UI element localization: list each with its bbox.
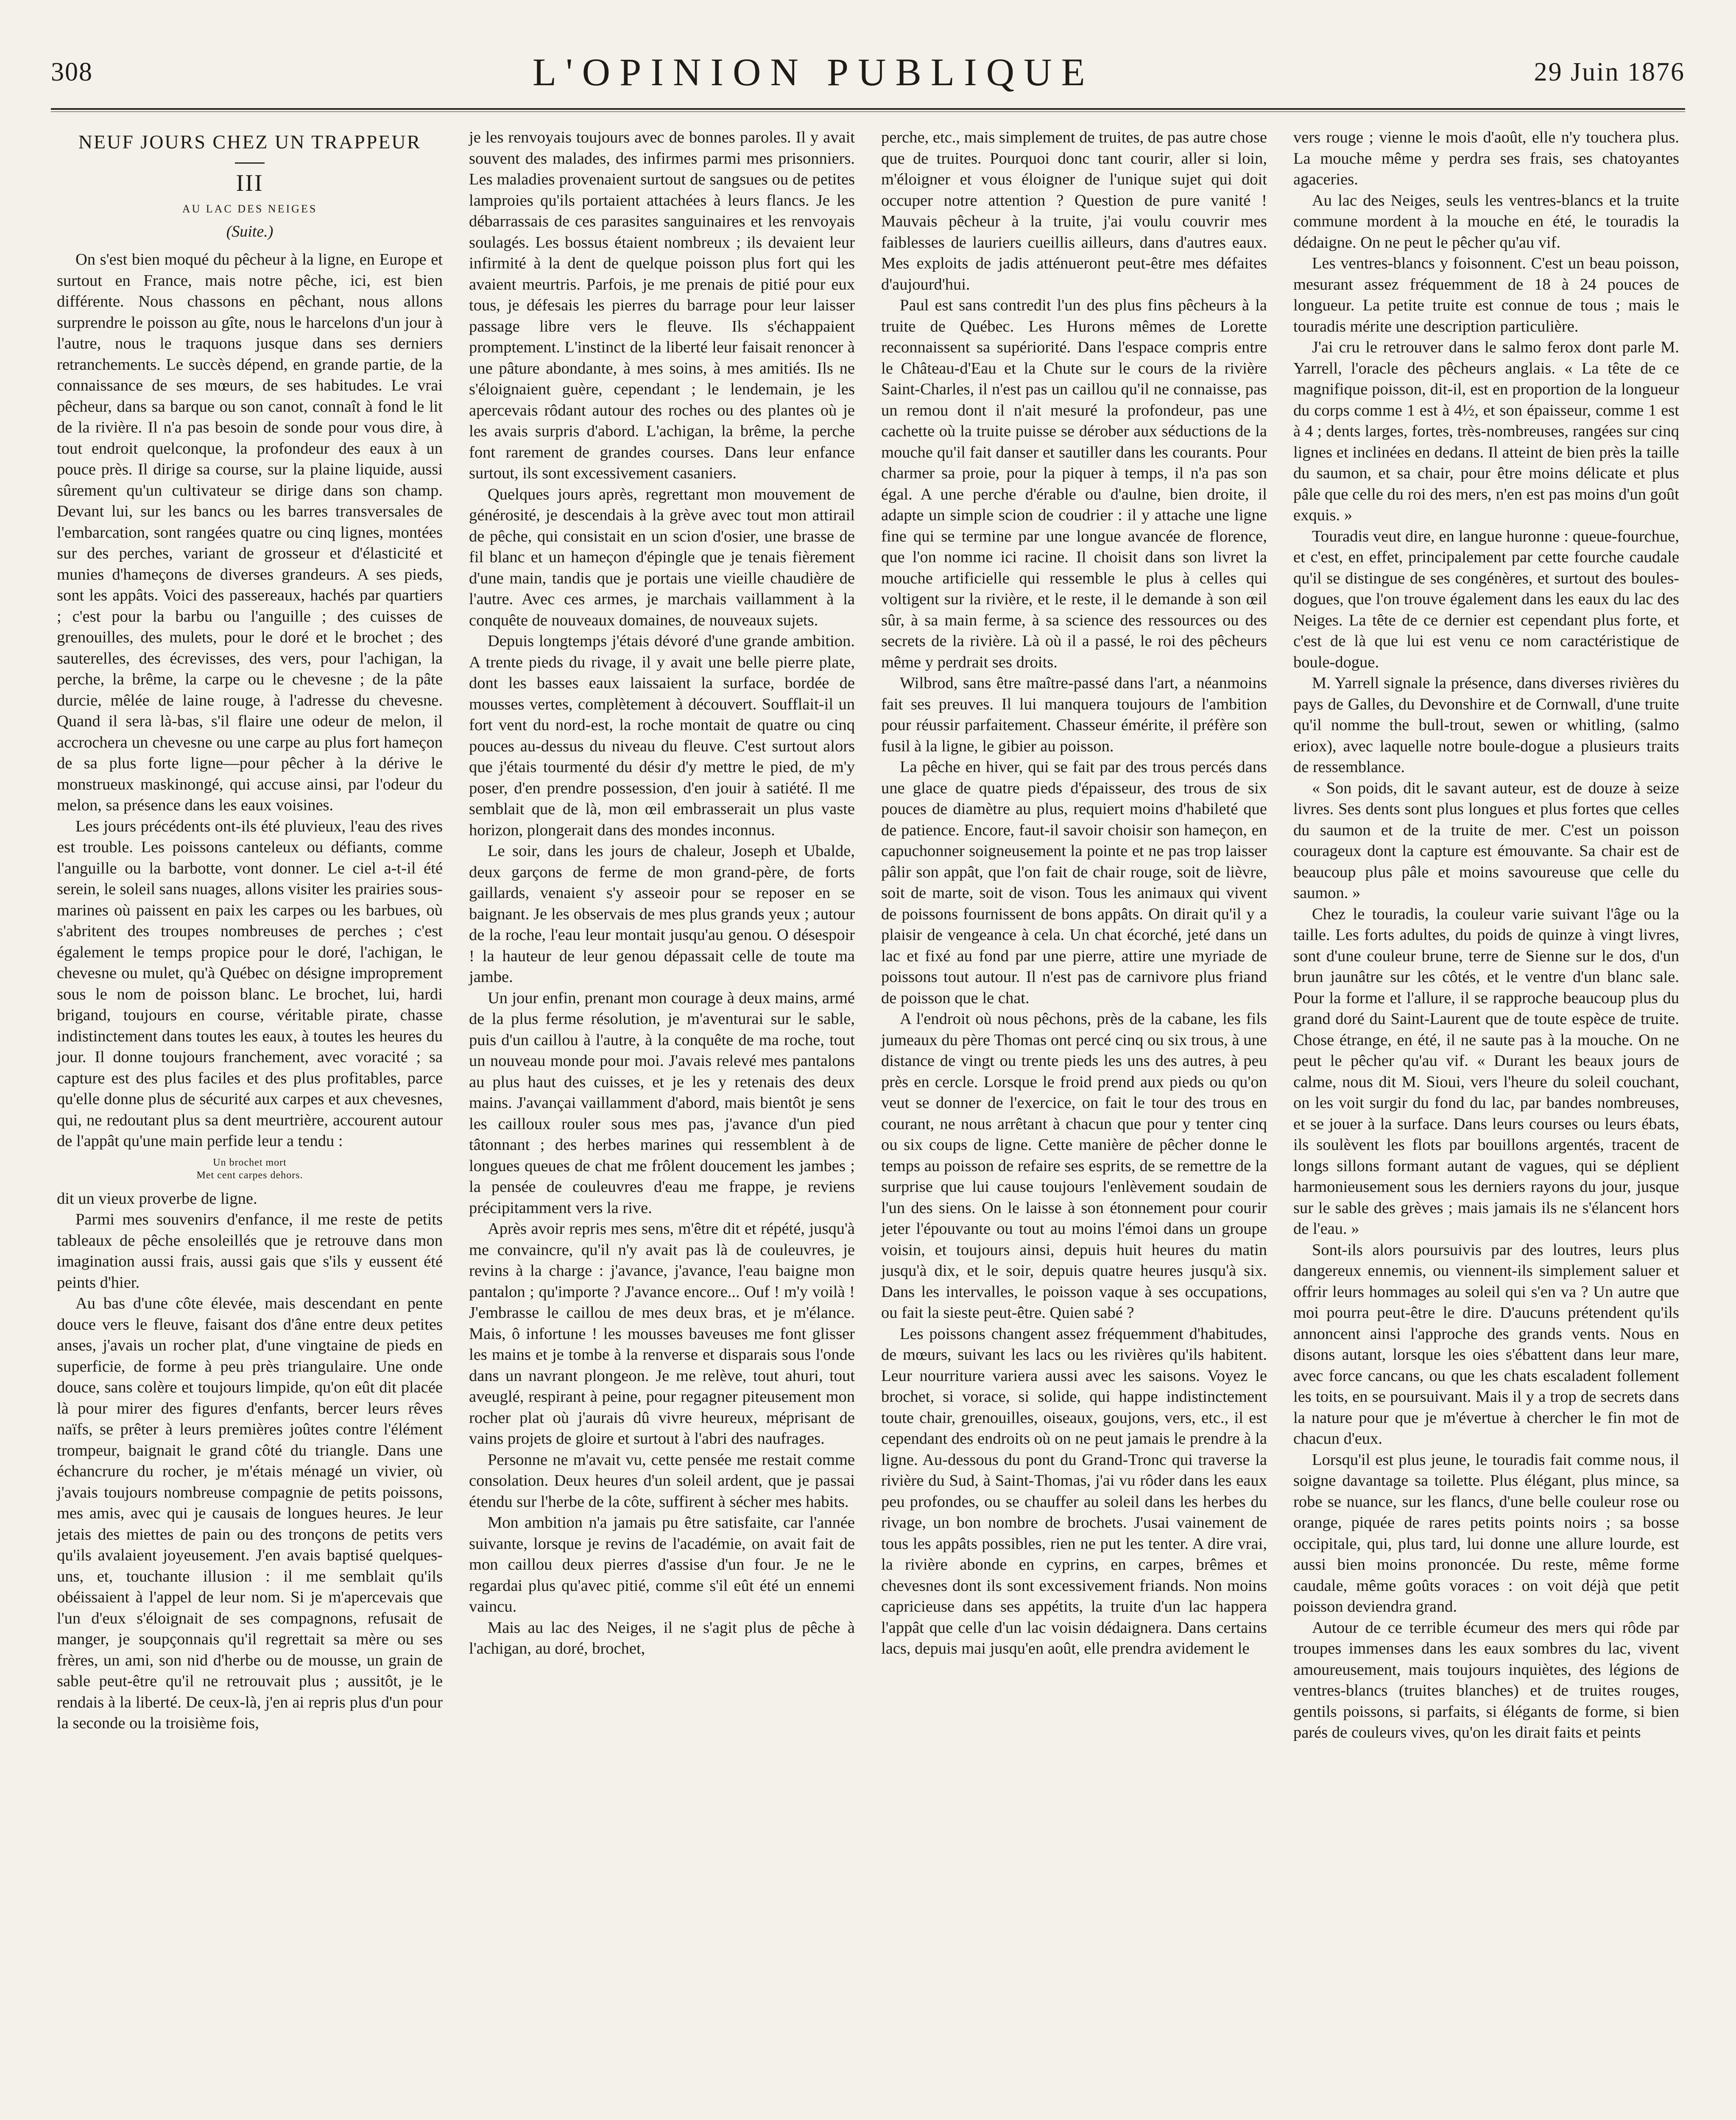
paragraph: Au lac des Neiges, seuls les ventres-blancs et la truite commune mordent à la mouche en été, le touradis la dédaigne. On ne peut le pêcher qu'au vif. (1293, 191, 1679, 251)
paragraph: Les poissons changent assez fréquemment d'habitudes, de mœurs, suivant les lacs ou les rivières qu'ils habitent. Leur nourriture variera aussi avec les saisons. Voyez le brochet, si vorace, si solide, qui happe indistinctement toute chair, grenouilles, oiseaux, goujons, vers, etc., il est cependant des endroits où on ne peut jamais le prendre à la ligne. Au-dessous du pont du Grand-Tronc qui traverse la rivière du Sud, à Saint-Thomas, j'ai vu rôder dans les eaux peu profondes, ou se chauffer au soleil dans les herbes du rivage, un bon nombre de brochets. J'usai vainement de tous les appâts possibles, rien ne put les tenter. A dire vrai, la rivière abonde en cyprins, en carpes, brêmes et chevesnes dont ils sont excessivement friands. Non moins capricieuse dans ses appétits, la truite d'un lac happera l'appât que celle d'un lac voisin dédaignera. Dans certains lacs, depuis mai jusqu'en août, elle prendra avidement le (881, 1325, 1267, 1657)
issue-date: 29 Juin 1876 (1534, 57, 1685, 86)
title-divider (235, 162, 265, 164)
paragraph: On s'est bien moqué du pêcheur à la ligne, en Europe et surtout en France, mais notre pêche, ici, est bien différente. Nous chassons en pêchant, nous allons surprendre le poisson au gîte, nous le harcelons d'un jour à l'autre, nous le traquons jusque dans ses derniers retranchements. Le succès dépend, en grande partie, de la connaissance de ses mœurs, de ses habitudes. Le vrai pêcheur, dans sa barque ou son canot, connaît à fond le lit de la rivière. Il n'a pas besoin de sonde pour vous dire, à tout endroit quelconque, la profondeur des eaux à un pouce près. Il dirige sa course, sur la plaine liquide, aussi sûrement qu'un cultivateur se dirige dans son champ. Devant lui, sur les bancs ou les barres transversales de l'embarcation, sont rangées quatre ou cinq lignes, montées sur des perches, variant de grosseur et d'élasticité et munies d'hameçons de diverses grandeurs. A ses pieds, sont les appâts. Voici des passereaux, hachés par quartiers ; c'est pour la barbu ou l'anguille ; des cuisses de grenouilles, des mulets, pour le doré et le brochet ; des sauterelles, des écrevisses, des vers, pour l'achigan, la perche, la brême, la carpe ou le chevesne ; de la pâte durcie, mêlée de laine rouge, à l'adresse du chevesne. Quand il sera là-bas, s'il flaire une odeur de melon, il accrochera un chevesne ou une carpe au plus fort hameçon de sa plus forte ligne—pour pêcher à la dérive le monstrueux maskinongé, qui accuse ainsi, par l'odeur du melon, sa présence dans les eaux voisines. (57, 251, 443, 814)
verse-line: Un brochet mort (213, 1157, 287, 1168)
column-4 (1287, 127, 1685, 2120)
paragraph: je les renvoyais toujours avec de bonnes paroles. Il y avait souvent des malades, des infirmes parmi mes prisonniers. Les maladies provenaient surtout de sangsues ou de petites lamproies qu'ils portaient attachées à leurs flancs. Je les débarrassais de ces parasites sanguinaires et les renvoyais soulagés. Les bossus étaient nombreux ; ils devaient leur infirmité à la dent de quelque poisson plus fort qui les avaient meurtris. Parfois, je me prenais de pitié pour eux tous, je défesais les pierres du barrage pour leur laisser passage libre vers le fleuve. Ils s'échappaient promptement. L'instinct de la liberté leur faisait renoncer à une pâture abondante, à mes soins, à mes amitiés. Ils ne s'éloignaient guère, cependant ; le lendemain, je les apercevais rôdant autour des roches ou des plantes où je les avais surpris d'abord. L'achigan, la brême, la perche font rarement de grandes courses. Dans leur enfance surtout, ils sont excessivement casaniers. (469, 128, 855, 482)
paragraph: J'ai cru le retrouver dans le salmo ferox dont parle M. Yarrell, l'oracle des pêcheurs anglais. « La tête de ce magnifique poisson, dit-il, est en proportion de la longueur du corps comme 1 est à 4½, et son épaisseur, comme 1 est à 4 ; dents larges, fortes, très-nombreuses, rangées sur cinq lignes et inclinées en dedans. Il atteint de bien près la taille du saumon, et sa chair, pour être moins délicate et plus pâle que celle du roi des mers, n'en est pas moins d'un goût exquis. » (1293, 338, 1679, 524)
paragraph: Parmi mes souvenirs d'enfance, il me reste de petits tableaux de pêche ensoleillés que je retrouve dans mon imagination aussi frais, aussi gais que s'ils y eussent été peints d'hier. (57, 1211, 443, 1292)
proverb-verse (57, 1156, 443, 1182)
paragraph: Sont-ils alors poursuivis par des loutres, leurs plus dangereux ennemis, ou viennent-ils simplement saluer et offrir leurs hommages au soleil qui s'en va ? Un autre que moi pourra peut-être le dire. D'aucuns prétendent qu'ils annoncent ainsi l'approche des grands vents. Nous en disons autant, lorsque les oies s'ébattent dans leur mare, avec force cancans, ou que les chats escaladent follement les toits, en se poursuivant. Mais il y a trop de secrets dans la nature pour que je m'évertue à chercher le fin mot de chacun d'eux. (1293, 1241, 1679, 1448)
article-columns (51, 127, 1685, 2120)
paragraph: Au bas d'une côte élevée, mais descendant en pente douce vers le fleuve, faisant dos d'âne entre deux petites anses, j'avais un rocher plat, d'une vingtaine de pieds en superficie, de forme à peu près triangulaire. Une onde douce, sans colère et toujours limpide, qu'on eût dit placée là pour mirer des figures d'enfants, bercer leurs rêves naïfs, se prêter à leurs premières joûtes contre l'élément trompeur, baignait le grand côté du triangle. Dans une échancrure du rocher, je m'étais ménagé un vivier, où j'avais toujours nombreuse compagnie de petits poissons, mes amis, avec qui je causais de longues heures. Je leur jetais des miettes de pain ou des tronçons de petits vers qu'ils avalaient joyeusement. J'en avais baptisé quelques-uns, et, touchante illusion : il me semblait qu'ils obéissaient à l'appel de leur nom. Si je m'apercevais que l'un d'eux s'éloignait de ses compagnons, refusait de manger, je soupçonnais qu'il regrettait sa mère ou ses frères, un ami, son nid d'herbe ou de mousse, un grain de sable peut-être qu'il ne retrouvait plus ; aussitôt, je le rendais à la liberté. De ceux-là, j'en ai repris plus d'un pour la seconde ou la troisième fois, (57, 1294, 443, 1732)
paragraph: « Son poids, dit le savant auteur, est de douze à seize livres. Ses dents sont plus longues et plus fortes que celles du saumon et de la truite de mer. C'est un poisson courageux dont la capture est émouvante. Sa chair est de beaucoup plus pâle et moins savoureuse que celle du saumon. » (1293, 779, 1679, 902)
paragraph: perche, etc., mais simplement de truites, de pas autre chose que de truites. Pourquoi donc tant courir, aller si loin, m'éloigner et vous éloigner de l'unique sujet qui doit occuper notre attention ? Question de pure vanité ! Mauvais pêcheur à la truite, j'ai voulu couvrir mes faiblesses de lauriers cueillis ailleurs, dans d'autres eaux. Mes exploits de jadis atténueront peut-être mes défaites d'aujourd'hui. (881, 128, 1267, 293)
paragraph: M. Yarrell signale la présence, dans diverses rivières du pays de Galles, du Devonshire et de Cornwall, d'une truite qu'il nomme the bull-trout, sewen or whitling, (salmo eriox), avec laquelle notre boule-dogue a plusieurs traits de ressemblance. (1293, 674, 1679, 776)
column-2 (463, 127, 861, 2120)
paragraph: A l'endroit où nous pêchons, près de la cabane, les fils jumeaux du père Thomas ont percé cinq ou six trous, à une distance de vingt ou trente pieds les uns des autres, à peu près en cercle. Lorsque le froid prend aux pieds ou qu'on veut se donner de l'exercice, on fait le tour des trous en courant, ne nous arrêtant à chacun que pour y tenter cinq ou six coups de ligne. Cette manière de pêcher donne le temps au poisson de refaire ses esprits, de se remettre de la surprise que lui cause toujours l'enlèvement soudain de l'un des siens. On le laisse à son étonnement pour courir jeter l'épouvante ou tout au moins l'émoi dans un groupe voisin, et toujours ainsi, depuis huit heures du matin jusqu'à dix, et le soir, depuis quatre heures jusqu'à six. Dans les intervalles, le poisson vaque à ses occupations, ou fait la sieste peut-être. Quien sabé ? (881, 1010, 1267, 1322)
paragraph: Paul est sans contredit l'un des plus fins pêcheurs à la truite de Québec. Les Hurons mêmes de Lorette reconnaissent sa supériorité. Dans l'espace compris entre le Château-d'Eau et la Chute sur le cours de la rivière Saint-Charles, il n'est pas un caillou qu'il ne connaisse, pas un remou dont il n'ait mesuré la profondeur, pas une cachette où la truite puisse se dérober aux séductions de la mouche qu'il fait danser et sautiller dans les courants. Pour charmer sa proie, pour la piquer à temps, il n'a pas son égal. A une perche d'érable ou d'aulne, bien droite, il adapte un simple scion de coudrier : il y attache une ligne fine qui se termine par une longue avancée de florence, que l'on nomme ici racine. Il choisit dans son livret la mouche artificielle qui ressemble le plus à celles qui voltigent sur la rivière, et le reste, il le demande à son œil sûr, à sa main ferme, à sa science des ressources ou des secrets de la rivière. Là où il a passé, le roi des pêcheurs même y perdrait ses droits. (881, 296, 1267, 671)
paragraph: Quelques jours après, regrettant mon mouvement de générosité, je descendais à la grève avec tout mon attirail de pêche, qui consistait en un scion d'osier, une brasse de fil blanc et un hameçon d'épingle que je tenais fièrement d'une main, tandis que je portais une vieille chaudière de l'autre. Avec ces armes, je marchais vaillamment à la conquête de nouveaux domaines, de nouveaux sujets. (469, 485, 855, 629)
paragraph: Personne ne m'avait vu, cette pensée me restait comme consolation. Deux heures d'un soleil ardent, que je passai étendu sur l'herbe de la côte, suffirent à sécher mes habits. (469, 1451, 855, 1511)
masthead (51, 38, 1685, 106)
column-1 (51, 127, 449, 2120)
publication-title: L'OPINION PUBLIQUE (532, 50, 1094, 94)
paragraph: Mon ambition n'a jamais pu être satisfaite, car l'année suivante, lorsque je revins de l'académie, on avait fait de mon caillou deux pierres d'assise d'un four. Je ne le regardai plus qu'avec pitié, comme s'il eût été un ennemi vaincu. (469, 1514, 855, 1615)
paragraph: Les ventres-blancs y foisonnent. C'est un beau poisson, mesurant assez fréquemment de 18 à 24 pouces de longueur. La petite truite est connue de tous ; mais le touradis mérite une description particulière. (1293, 254, 1679, 335)
paragraph: Le soir, dans les jours de chaleur, Joseph et Ubalde, deux garçons de ferme de mon grand-père, de forts gaillards, venaient s'y asseoir pour se reposer en se baignant. Je les observais de mes plus grands yeux ; autour de la roche, l'eau leur montait jusqu'au genou. O désespoir ! la hauteur de leur genou dépassait celle de toute ma jambe. (469, 842, 855, 986)
paragraph: Après avoir repris mes sens, m'être dit et répété, jusqu'à me convaincre, qu'il n'y avait pas là de couleuvres, je revins à la charge : j'avance, j'avance, l'eau baigne mon pantalon ; qu'importe ? J'avance encore... Ouf ! m'y voilà ! J'embrasse le caillou de mes deux bras, et je m'élance. Mais, ô infortune ! les mousses baveuses me font glisser les mains et je tombe à la renverse et disparais sous l'onde dans un navrant plongeon. Je me relève, tout ahuri, tout aveuglé, respirant à peine, pour regagner piteusement mon rocher plat où j'aurais dû vivre heureux, méprisant de vains projets de gloire et surtout à l'abri des naufrages. (469, 1220, 855, 1448)
paragraph: Touradis veut dire, en langue huronne : queue-fourchue, et c'est, en effet, principalement par cette fourche caudale qu'il se distingue de ses congénères, et surtout des boules-dogues, que l'on trouve également dans les eaux du lac des Neiges. La tête de ce dernier est cependant plus forte, et c'est de là que lui est venu ce nom caractéristique de boule-dogue. (1293, 527, 1679, 671)
chapter-number: III (236, 170, 264, 196)
continued-label: (Suite.) (226, 223, 274, 240)
verse-line: Met cent carpes dehors. (196, 1169, 303, 1181)
chapter-subtitle: AU LAC DES NEIGES (182, 203, 318, 215)
paragraph: vers rouge ; vienne le mois d'août, elle n'y touchera plus. La mouche même y perdra ses frais, ses chatoyantes agaceries. (1293, 128, 1679, 188)
column-3 (875, 127, 1273, 2120)
paragraph: Autour de ce terrible écumeur des mers qui rôde par troupes immenses dans les eaux sombres du lac, vivent amoureusement, mais toujours inquiètes, des légions de ventres-blancs (truites blanches) et de truites rouges, gentils poissons, si parfaits, si élégants de forme, si bien parés de couleurs vives, qu'on les dirait faits et peints (1293, 1618, 1679, 1741)
paragraph: Lorsqu'il est plus jeune, le touradis fait comme nous, il soigne davantage sa toilette. Plus élégant, plus mince, sa robe se nuance, sur les flancs, d'une belle couleur rose ou orange, piquée de rares petits points noirs ; sa bosse occipitale, qui, plus tard, lui donne une allure lourde, est aussi bien moins prononcée. Du reste, même forme caudale, même goûts voraces : on voit déjà que petit poisson deviendra grand. (1293, 1451, 1679, 1615)
paragraph: Wilbrod, sans être maître-passé dans l'art, a néanmoins fait ses preuves. Il lui manquera toujours de l'ambition pour réussir parfaitement. Chasseur émérite, il préfère son fusil à la ligne, le gibier au poisson. (881, 674, 1267, 755)
paragraph: dit un vieux proverbe de ligne. (57, 1189, 257, 1208)
article-title: NEUF JOURS CHEZ UN TRAPPEUR (78, 131, 421, 153)
page-number: 308 (51, 57, 93, 86)
paragraph: Chez le touradis, la couleur varie suivant l'âge ou la taille. Les forts adultes, du poids de quinze à vingt livres, sont d'une couleur brune, terre de Sienne sur le dos, d'un brun jaunâtre sur les côtés, et le ventre d'un blanc sale. Pour la forme et l'allure, il se rapproche beaucoup plus du grand doré du Saint-Laurent que de toute espèce de truite. Chose étrange, en été, il ne saute pas à la mouche. On ne peut le pêcher qu'au vif. « Durant les beaux jours de calme, nous dit M. Sioui, vers l'heure du soleil couchant, on les voit surgir du fond du lac, par bandes nombreuses, et se jouer à la surface. Dans leurs courses ou leurs ébats, ils soulèvent les flots par bouillons argentés, tracent de longs sillons formant autant de vagues, qui se déplient harmonieusement sous les derniers rayons du jour, jusque sur le sable des grèves ; mais jamais ils ne s'élancent hors de l'eau. » (1293, 905, 1679, 1238)
header-rule (51, 108, 1685, 110)
paragraph: Un jour enfin, prenant mon courage à deux mains, armé de la plus ferme résolution, je m'aventurai sur le sable, puis d'un caillou à l'autre, à la conquête de ma roche, tout un nouveau monde pour moi. J'avais relevé mes pantalons au plus haut des cuisses, et je les y retenais des deux mains. J'avançai vaillamment d'abord, mais bientôt je sens les cailloux rouler sous mes pas, j'avance d'un pied tâtonnant ; des herbes marines qui ressemblent à de longues queues de chat me frôlent doucement les jambes ; la pensée de couleuvres d'eau me frappe, je reviens précipitamment vers la rive. (469, 989, 855, 1217)
paragraph: Les jours précédents ont-ils été pluvieux, l'eau des rives est trouble. Les poissons canteleux ou défiants, comme l'anguille ou la barbotte, vont donner. Le ciel a-t-il été serein, le soleil sans nuages, allons visiter les prairies sous-marines où paissent en paix les carpes ou les barbues, où s'abritent des troupes nombreuses de perches ; c'est également le temps propice pour le doré, l'achigan, le chevesne ou mulet, qu'à Québec on désigne improprement sous le nom de poisson blanc. Le brochet, lui, hardi brigand, toujours en course, véritable pirate, chasse indistinctement dans toutes les eaux, à toutes les heures du jour. Il donne toujours franchement, avec voracité ; sa capture est des plus faciles et des plus profitables, parce qu'elle donne plus de sécurité aux carpes et aux chevesnes, qui, ne redoutant plus sa dent meurtrière, accourent autour de l'appât qu'une main perfide leur a tendu : (57, 817, 443, 1150)
paragraph: Mais au lac des Neiges, il ne s'agit plus de pêche à l'achigan, au doré, brochet, (469, 1618, 855, 1657)
paragraph: Depuis longtemps j'étais dévoré d'une grande ambition. A trente pieds du rivage, il y avait une belle pierre plate, dont les basses eaux laissaient la surface, bordée de mousses vertes, complètement à découvert. Soufflait-il un fort vent du nord-est, la roche montait de quatre ou cinq pouces au-dessus du niveau du fleuve. C'est surtout alors que j'étais tourmenté du désir d'y mettre le pied, de m'y poser, d'en prendre possession, d'en jouir à satiété. Il me semblait que de là, mon œil embrasserait un plus vaste horizon, plongerait dans des mondes inconnus. (469, 632, 855, 839)
paragraph: La pêche en hiver, qui se fait par des trous percés dans une glace de quatre pieds d'épaisseur, des trous de six pouces de diamètre au plus, requiert moins d'habileté que de patience. Encore, faut-il savoir choisir son hameçon, en capuchonner soigneusement la pointe et ne pas trop laisser pâlir son appât, que l'on fait de chair rouge, soit de lièvre, soit de marte, soit de vison. Tous les animaux qui vivent de poissons fournissent de bons appâts. On dirait qu'il y a plaisir de vengeance à cela. Un chat écorché, jeté dans un lac et fixé au fond par une pierre, attire une myriade de poissons tout autour. Il n'est pas de carnivore plus friand de poisson que le chat. (881, 758, 1267, 1007)
